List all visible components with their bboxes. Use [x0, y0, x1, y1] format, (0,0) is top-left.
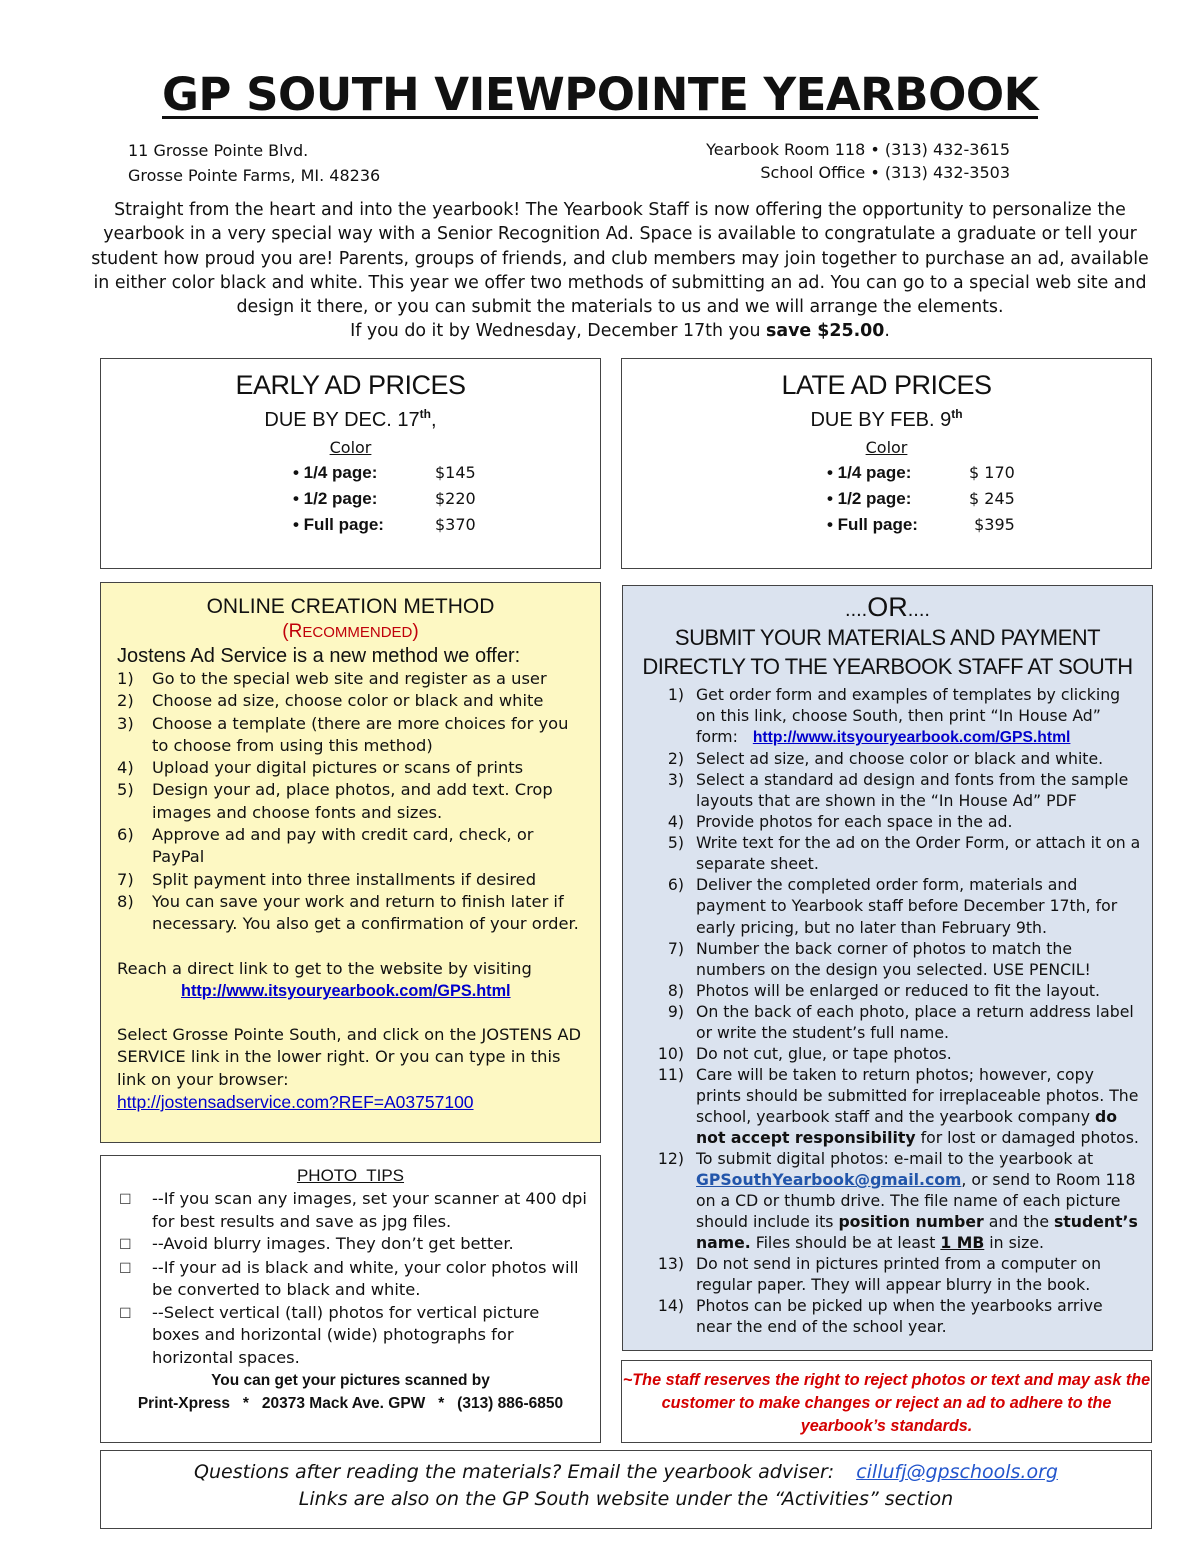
online-steps [117, 668, 588, 936]
early-color-label: Color [329, 438, 372, 457]
step-number: 5) [117, 780, 134, 800]
step-number: 1) [667, 685, 684, 704]
early-price-row [293, 486, 600, 512]
submit-heading-1: SUBMIT YOUR MATERIALS AND PAYMENT [674, 625, 1101, 650]
checkbox-icon: ☐ [119, 1237, 132, 1253]
rec-close: ) [412, 621, 419, 642]
list-item [119, 1188, 590, 1233]
step11-suffix: for lost or damaged photos. [915, 1127, 1139, 1147]
step12-bold2: student’s name. [696, 1212, 1138, 1253]
step12-end: in size. [984, 1233, 1044, 1253]
step12-bold1: position number [838, 1212, 984, 1232]
price-value: $395 [969, 515, 1015, 534]
early-due-suffix: , [431, 409, 437, 431]
list-item [119, 1257, 590, 1302]
page-title-wrap [0, 68, 1200, 121]
step-text: Split payment into three installments if desired [152, 869, 537, 889]
late-color-label: Color [865, 438, 908, 457]
checkbox-icon: ☐ [119, 1305, 132, 1322]
contact-line-2: School Office • (313) 432-3503 [760, 163, 1010, 182]
price-value: $220 [435, 489, 476, 508]
or-prefix: .... [845, 599, 868, 621]
step-number: 2) [117, 691, 134, 711]
footer-box [100, 1450, 1152, 1529]
contact-info [706, 138, 1010, 184]
step-number: 6) [117, 825, 134, 845]
early-due-sup: th [419, 407, 431, 421]
step12-mid: , or send to Room 118 on a CD or thumb drive. The file name of each picture should include its [696, 1170, 1136, 1232]
step-text [696, 1148, 1142, 1253]
step-number: 5) [667, 833, 684, 853]
price-label: • 1/4 page: [827, 463, 912, 482]
intro-text: Straight from the heart and into the yearbook! The Yearbook Staff is now offering the opportunity to personalize the yearbook in a very special way with a Senior Recognition Ad. Space is available to congratulate a graduate or tell your student how proud you are! Parents, groups of friends, and club members may join together to purchase an ad, available in either color black and white. This year we offer two methods of submitting an ad. You can go to a special web site and design it there, or you can submit the materials to us and we will arrange the elements. [91, 200, 1149, 318]
early-price-row [293, 512, 600, 538]
school-address [128, 138, 380, 188]
step-text: Go to the special web site and register as a user [152, 669, 547, 688]
list-item [623, 769, 1142, 811]
early-prices-heading: EARLY AD PRICES [235, 370, 466, 400]
early-price-row [293, 460, 600, 486]
tip-text: --If you scan any images, set your scanner at 400 dpi for best results and save as jpg files. [152, 1189, 587, 1231]
address-line-1: 11 Grosse Pointe Blvd. [128, 141, 309, 160]
reach-text: Reach a direct link to get to the website by visiting [117, 958, 532, 978]
page-title: GP SOUTH VIEWPOINTE YEARBOOK [162, 68, 1038, 121]
step-text: You can save your work and return to finish later if necessary. You also get a confirmation of your order. [152, 891, 579, 934]
list-item [117, 668, 588, 690]
price-label: • Full page: [293, 515, 384, 534]
submit-steps [623, 684, 1142, 1337]
step-text: Do not send in pictures printed from a computer on regular paper. They will appear blurry in the book. [696, 1254, 1102, 1295]
adviser-email-link[interactable]: cillufj@gpschools.org [856, 1461, 1058, 1483]
checkbox-icon: ☐ [119, 1192, 132, 1208]
step-number: 2) [667, 749, 684, 769]
or-word: OR [867, 592, 908, 622]
step-text: Photos will be enlarged or reduced to fit the layout. [696, 980, 1101, 1000]
step-number: 10) [657, 1043, 684, 1063]
price-value: $145 [435, 463, 476, 482]
submit-materials-box [622, 585, 1153, 1351]
step-text: Write text for the ad on the Order Form, or attach it on a separate sheet. [696, 833, 1141, 874]
recommended-label [101, 621, 600, 643]
list-item [623, 1043, 1142, 1064]
price-value: $ 245 [969, 489, 1015, 508]
list-item [119, 1302, 590, 1370]
step-number: 7) [117, 869, 134, 889]
address-line-2: Grosse Pointe Farms, MI. 48236 [128, 166, 381, 185]
early-prices-box [100, 358, 601, 569]
step12-prefix: To submit digital photos: e-mail to the yearbook at [696, 1149, 1094, 1169]
contact-line-1: Yearbook Room 118 • (313) 432-3615 [706, 140, 1010, 159]
order-form-link[interactable]: http://www.itsyouryearbook.com/GPS.html [752, 729, 1071, 747]
or-suffix: .... [907, 599, 930, 621]
step11-bold: do not accept responsibility [696, 1106, 1117, 1147]
step-text: Photos can be picked up when the yearbooks arrive near the end of the school year. [696, 1296, 1103, 1337]
list-item [117, 891, 588, 936]
step-number: 8) [117, 891, 134, 911]
step-number: 11) [657, 1064, 684, 1084]
footer-line-1 [101, 1459, 1151, 1486]
list-item [117, 779, 588, 824]
step-text: Deliver the completed order form, materials and payment to Yearbook staff before December 17th, for early pricing, but no later than February 9th. [696, 875, 1118, 937]
online-method-heading: ONLINE CREATION METHOD [206, 595, 495, 618]
itsyouryearbook-link[interactable]: http://www.itsyouryearbook.com/GPS.html [181, 981, 511, 1000]
footer-question: Questions after reading the materials? Email the yearbook adviser: [194, 1461, 835, 1483]
scan-service-line-1: You can get your pictures scanned by [211, 1372, 490, 1389]
photo-tips-heading: PHOTO TIPS [296, 1166, 405, 1185]
list-item [117, 713, 588, 758]
step-text: Choose ad size, choose color or black and white [152, 691, 544, 711]
submit-heading-2: DIRECTLY TO THE YEARBOOK STAFF AT SOUTH [642, 654, 1133, 679]
step1-text: Get order form and examples of templates by clicking on this link, choose South, then print “In House Ad” form: [696, 685, 1126, 747]
step12-size: 1 MB [940, 1233, 985, 1253]
step-text: Choose a template (there are more choices for you to choose from using this method) [152, 713, 569, 755]
step-number: 1) [117, 669, 134, 688]
photo-tips-list [119, 1188, 590, 1369]
list-item [623, 874, 1142, 937]
step12-and: and the [983, 1212, 1054, 1232]
late-price-list [827, 460, 1151, 538]
early-due-date [101, 407, 600, 432]
list-item [623, 1148, 1142, 1253]
list-item [117, 869, 588, 891]
list-item [117, 690, 588, 712]
checkbox-icon: ☐ [119, 1260, 132, 1277]
tip-text: --If your ad is black and white, your color photos will be converted to black and white. [152, 1257, 579, 1299]
scan-service-line-2: Print-Xpress * 20373 Mack Ave. GPW * (313) 886-6850 [137, 1395, 564, 1412]
list-item [623, 1295, 1142, 1337]
step-text: Number the back corner of photos to match the numbers on the design you selected. USE PENCIL! [696, 938, 1091, 979]
late-price-row [827, 486, 1151, 512]
list-item [117, 757, 588, 779]
price-label: • 1/2 page: [293, 489, 378, 508]
online-method-box [100, 582, 601, 1143]
jostens-link[interactable]: http://jostensadservice.com?REF=A03757100 [117, 1092, 474, 1113]
step-number: 13) [657, 1254, 684, 1274]
list-item [623, 684, 1142, 748]
list-item [623, 748, 1142, 769]
step-number: 12) [657, 1149, 684, 1169]
list-item [623, 1064, 1142, 1148]
late-due-text: DUE BY FEB. 9 [810, 409, 952, 431]
deadline-line [90, 319, 1150, 343]
late-due-sup: th [951, 407, 963, 421]
late-price-row [827, 460, 1151, 486]
deadline-prefix: If you do it by Wednesday, December 17th you [350, 321, 766, 342]
step-number: 6) [667, 875, 684, 895]
price-value: $370 [435, 515, 476, 534]
step-text: Select a standard ad design and fonts from the sample layouts that are shown in the “In House Ad” PDF [696, 770, 1129, 811]
step-number: 3) [117, 713, 134, 733]
late-price-row [827, 512, 1151, 538]
step-text: Do not cut, glue, or tape photos. [696, 1043, 952, 1063]
price-label: • 1/4 page: [293, 463, 378, 482]
step12-files: Files should be at least [750, 1233, 941, 1253]
step-number: 9) [667, 1001, 684, 1021]
step-text: Select ad size, and choose color or black and white. [696, 749, 1104, 769]
or-divider [623, 592, 1152, 623]
price-label: • 1/2 page: [827, 489, 912, 508]
list-item [117, 824, 588, 869]
price-value: $ 170 [969, 463, 1015, 482]
step-text [696, 684, 1142, 748]
jostens-intro: Jostens Ad Service is a new method we offer: [117, 645, 521, 667]
step-text: Upload your digital pictures or scans of prints [152, 758, 524, 778]
early-due-text: DUE BY DEC. 17 [264, 409, 420, 431]
photo-tips-box [100, 1155, 601, 1443]
rec-small: ECOMMENDED [302, 624, 413, 641]
step-text: On the back of each photo, place a return address label or write the student’s full name. [696, 1001, 1134, 1042]
intro-paragraph [90, 198, 1150, 344]
list-item [623, 1253, 1142, 1295]
list-item [623, 811, 1142, 832]
tip-text: --Select vertical (tall) photos for vertical picture boxes and horizontal (wide) photographs for horizontal spaces. [152, 1302, 540, 1367]
list-item [623, 980, 1142, 1001]
late-prices-heading: LATE AD PRICES [781, 370, 992, 400]
list-item [623, 1001, 1142, 1043]
step-text [696, 1064, 1142, 1148]
deadline-suffix: . [884, 321, 890, 342]
step-text: Provide photos for each space in the ad. [696, 812, 1013, 832]
step-number: 3) [667, 770, 684, 790]
price-label: • Full page: [827, 515, 918, 534]
footer-line-2: Links are also on the GP South website under the “Activities” section [298, 1488, 954, 1510]
late-prices-box [621, 358, 1152, 569]
step-number: 14) [657, 1296, 684, 1316]
yearbook-email-link[interactable]: GPSouthYearbook@gmail.com [696, 1170, 962, 1190]
step-number: 4) [667, 812, 684, 832]
step-text: Design your ad, place photos, and add text. Crop images and choose fonts and sizes. [152, 780, 553, 822]
tip-text: --Avoid blurry images. They don’t get better. [152, 1234, 514, 1253]
staff-reserve-note: ~The staff reserves the right to reject photos or text and may ask the customer to make changes or reject an ad to adhere to the yearbook’s standards. [622, 1371, 1151, 1435]
list-item [623, 832, 1142, 874]
step-number: 4) [117, 758, 134, 778]
step-text: Approve ad and pay with credit card, check, or PayPal [152, 825, 534, 867]
deadline-savings: save $25.00 [766, 321, 885, 342]
late-due-date [622, 407, 1151, 432]
list-item [119, 1233, 590, 1257]
step-number: 7) [667, 938, 684, 958]
rec-open: (R [282, 621, 303, 642]
step11-text: Care will be taken to return photos; however, copy prints should be submitted for irreplaceable photos. The school, yearbook staff and the yearbook company [696, 1064, 1139, 1126]
list-item [623, 938, 1142, 980]
select-text: Select Grosse Pointe South, and click on the JOSTENS AD SERVICE link in the lower right. Or you can type in this link on your browser: [117, 1025, 582, 1089]
early-price-list [293, 460, 600, 538]
step-number: 8) [667, 980, 684, 1000]
staff-reserve-note-box [621, 1360, 1152, 1443]
